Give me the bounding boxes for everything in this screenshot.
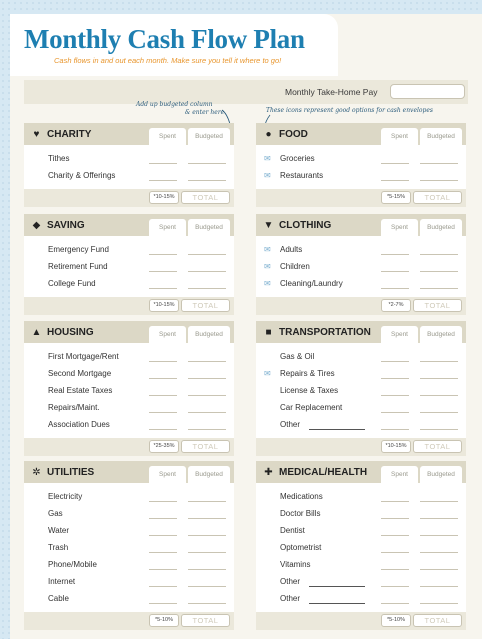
envelope-icon: ✉ [264, 171, 271, 180]
category-title: TRANSPORTATION [279, 327, 371, 338]
line-item-label: Cleaning/Laundry [280, 279, 343, 288]
line-item-label: Other [280, 577, 301, 586]
spent-entry-line[interactable] [381, 603, 409, 604]
line-item-label: Adults [280, 245, 303, 254]
line-item-label: Emergency Fund [48, 245, 109, 254]
line-item-label: Trash [48, 543, 69, 552]
line-item-label: College Fund [48, 279, 96, 288]
category-title: SAVING [47, 220, 85, 231]
spent-entry-line[interactable] [149, 271, 177, 272]
envelope-icon: ✉ [264, 154, 271, 163]
spent-column-header: Spent [381, 128, 418, 145]
budgeted-entry-line[interactable] [188, 288, 226, 289]
line-item [256, 242, 466, 259]
line-item [24, 383, 234, 400]
budgeted-column-header: Budgeted [420, 466, 462, 483]
line-item-label: Medications [280, 492, 323, 501]
other-write-in-line[interactable] [309, 429, 365, 430]
spent-entry-line[interactable] [149, 361, 177, 362]
category-title: MEDICAL/HEALTH [279, 467, 368, 478]
line-item-label: Retirement Fund [48, 262, 108, 271]
line-item-label: Electricity [48, 492, 83, 501]
category-title: HOUSING [47, 327, 94, 338]
category-footer [256, 297, 466, 315]
spent-entry-line[interactable] [149, 395, 177, 396]
spent-entry-line[interactable] [381, 180, 409, 181]
spent-entry-line[interactable] [381, 535, 409, 536]
line-item [24, 366, 234, 383]
line-item-label: Charity & Offerings [48, 171, 116, 180]
recommended-percent-badge: *2-7% [381, 299, 411, 312]
line-item [24, 523, 234, 540]
category-utilities [24, 461, 234, 630]
budgeted-entry-line[interactable] [420, 518, 458, 519]
line-item-label: Second Mortgage [48, 369, 112, 378]
spent-entry-line[interactable] [381, 395, 409, 396]
line-item [256, 574, 466, 591]
category-transportation [256, 321, 466, 456]
page-subtitle: Cash flows in and out each month. Make sure you tell it where to go! [54, 56, 282, 65]
category-footer [24, 189, 234, 207]
category-food [256, 123, 466, 207]
line-item-label: Groceries [280, 154, 315, 163]
category-rows [24, 483, 234, 612]
spent-entry-line[interactable] [381, 412, 409, 413]
line-item-label: Repairs & Tires [280, 369, 335, 378]
heart-icon: ♥ [33, 129, 40, 140]
lightbulb-icon: ✲ [32, 467, 41, 478]
budgeted-entry-line[interactable] [188, 378, 226, 379]
budgeted-entry-line[interactable] [188, 569, 226, 570]
line-item-label: Other [280, 594, 301, 603]
budgeted-entry-line[interactable] [188, 518, 226, 519]
recommended-percent-badge: *5-15% [381, 191, 411, 204]
line-item [24, 489, 234, 506]
category-footer [256, 612, 466, 630]
spent-entry-line[interactable] [149, 552, 177, 553]
budgeted-entry-line[interactable] [420, 552, 458, 553]
line-item [24, 168, 234, 185]
line-item-label: Dentist [280, 526, 305, 535]
envelope-icons-note: These icons represent good options for cash envelopes [266, 107, 434, 114]
budgeted-entry-line[interactable] [188, 603, 226, 604]
line-item-label: Optometrist [280, 543, 322, 552]
category-footer [256, 189, 466, 207]
recommended-percent-badge: *25-35% [149, 440, 179, 453]
line-item [24, 557, 234, 574]
line-item-label: Repairs/Maint. [48, 403, 100, 412]
line-item [256, 557, 466, 574]
spent-entry-line[interactable] [381, 552, 409, 553]
budgeted-entry-line[interactable] [420, 586, 458, 587]
spent-entry-line[interactable] [381, 569, 409, 570]
category-total-field[interactable]: TOTAL [181, 614, 230, 627]
budgeted-entry-line[interactable] [420, 361, 458, 362]
line-item-label: Internet [48, 577, 76, 586]
spent-column-header: Spent [149, 466, 186, 483]
category-clothing [256, 214, 466, 315]
spent-entry-line[interactable] [381, 378, 409, 379]
spent-entry-line[interactable] [381, 518, 409, 519]
spent-column-header: Spent [381, 326, 418, 343]
line-item [256, 400, 466, 417]
category-rows [24, 145, 234, 189]
spent-column-header: Spent [149, 219, 186, 236]
budgeted-entry-line[interactable] [420, 271, 458, 272]
recommended-percent-badge: *10-15% [381, 440, 411, 453]
spent-entry-line[interactable] [381, 288, 409, 289]
line-item-label: First Mortgage/Rent [48, 352, 119, 361]
line-item [24, 417, 234, 434]
spent-entry-line[interactable] [149, 518, 177, 519]
budgeted-column-header: Budgeted [420, 219, 462, 236]
category-charity [24, 123, 234, 207]
category-total-field[interactable]: TOTAL [413, 191, 462, 204]
budgeted-entry-line[interactable] [188, 361, 226, 362]
spent-entry-line[interactable] [381, 163, 409, 164]
spent-entry-line[interactable] [149, 569, 177, 570]
budgeted-entry-line[interactable] [188, 552, 226, 553]
other-write-in-line[interactable] [309, 603, 365, 604]
line-item [256, 591, 466, 608]
line-item [256, 506, 466, 523]
category-footer [24, 438, 234, 456]
line-item-label: Water [48, 526, 70, 535]
envelope-icon: ✉ [264, 262, 271, 271]
line-item-label: Restaurants [280, 171, 324, 180]
budgeted-entry-line[interactable] [188, 586, 226, 587]
budgeted-entry-line[interactable] [420, 254, 458, 255]
line-item [256, 151, 466, 168]
other-write-in-line[interactable] [309, 586, 365, 587]
line-item-label: License & Taxes [280, 386, 339, 395]
category-rows [24, 343, 234, 438]
line-item-label: Association Dues [48, 420, 110, 429]
apple-icon: ● [265, 129, 272, 140]
spent-entry-line[interactable] [149, 163, 177, 164]
spent-entry-line[interactable] [381, 361, 409, 362]
budgeted-entry-line[interactable] [420, 180, 458, 181]
budgeted-entry-line[interactable] [188, 271, 226, 272]
spent-column-header: Spent [381, 219, 418, 236]
line-item [24, 151, 234, 168]
category-rows [24, 236, 234, 297]
category-total-field[interactable]: TOTAL [413, 299, 462, 312]
budgeted-column-note-2: & enter here [185, 109, 225, 116]
budgeted-entry-line[interactable] [188, 254, 226, 255]
line-item [24, 276, 234, 293]
category-total-field[interactable]: TOTAL [181, 191, 230, 204]
piggy-bank-icon: ◆ [32, 220, 41, 231]
spent-column-header: Spent [149, 326, 186, 343]
line-item [24, 349, 234, 366]
line-item [256, 523, 466, 540]
spent-entry-line[interactable] [149, 180, 177, 181]
budgeted-entry-line[interactable] [420, 412, 458, 413]
recommended-percent-badge: *5-10% [381, 614, 411, 627]
spent-entry-line[interactable] [149, 254, 177, 255]
line-item-label: Gas & Oil [280, 352, 315, 361]
line-item [24, 259, 234, 276]
line-item [24, 574, 234, 591]
category-housing [24, 321, 234, 456]
line-item [256, 276, 466, 293]
budgeted-column-header: Budgeted [420, 128, 462, 145]
line-item [24, 506, 234, 523]
recommended-percent-badge: *10-15% [149, 299, 179, 312]
category-footer [24, 612, 234, 630]
category-footer [256, 438, 466, 456]
category-rows [256, 483, 466, 612]
shirt-icon: ▼ [263, 220, 274, 231]
spent-entry-line[interactable] [381, 254, 409, 255]
category-footer [24, 297, 234, 315]
line-item-label: Other [280, 420, 301, 429]
category-rows [256, 145, 466, 189]
spent-entry-line[interactable] [149, 412, 177, 413]
category-title: CLOTHING [279, 220, 332, 231]
line-item [24, 540, 234, 557]
budgeted-entry-line[interactable] [188, 412, 226, 413]
spent-entry-line[interactable] [149, 378, 177, 379]
line-item [256, 349, 466, 366]
line-item [256, 383, 466, 400]
envelope-icon: ✉ [264, 279, 271, 288]
category-saving [24, 214, 234, 315]
category-title: FOOD [279, 129, 308, 140]
category-total-field[interactable]: TOTAL [181, 440, 230, 453]
budgeted-entry-line[interactable] [420, 378, 458, 379]
spent-entry-line[interactable] [149, 603, 177, 604]
recommended-percent-badge: *10-15% [149, 191, 179, 204]
budgeted-entry-line[interactable] [420, 288, 458, 289]
budgeted-entry-line[interactable] [420, 501, 458, 502]
budgeted-entry-line[interactable] [420, 569, 458, 570]
category-title: CHARITY [47, 129, 92, 140]
budgeted-entry-line[interactable] [188, 395, 226, 396]
line-item [24, 242, 234, 259]
spent-entry-line[interactable] [149, 501, 177, 502]
budgeted-column-header: Budgeted [188, 219, 230, 236]
budgeted-column-header: Budgeted [188, 326, 230, 343]
spent-entry-line[interactable] [149, 429, 177, 430]
budgeted-column-header: Budgeted [188, 128, 230, 145]
spent-entry-line[interactable] [381, 271, 409, 272]
line-item-label: Gas [48, 509, 63, 518]
budgeted-entry-line[interactable] [188, 535, 226, 536]
category-medical [256, 461, 466, 630]
car-icon: ■ [265, 327, 272, 338]
line-item-label: Children [280, 262, 310, 271]
recommended-percent-badge: *5-10% [149, 614, 179, 627]
budgeted-entry-line[interactable] [420, 535, 458, 536]
budgeted-column-note: Add up budgeted column [136, 101, 213, 108]
category-title: UTILITIES [47, 467, 95, 478]
category-rows [256, 343, 466, 438]
budgeted-column-header: Budgeted [420, 326, 462, 343]
category-total-field[interactable]: TOTAL [413, 614, 462, 627]
line-item [256, 259, 466, 276]
spent-column-header: Spent [381, 466, 418, 483]
line-item [256, 489, 466, 506]
budgeted-entry-line[interactable] [188, 501, 226, 502]
stethoscope-icon: ✚ [264, 467, 273, 478]
budgeted-entry-line[interactable] [188, 180, 226, 181]
line-item-label: Phone/Mobile [48, 560, 97, 569]
spent-column-header: Spent [149, 128, 186, 145]
spent-entry-line[interactable] [381, 429, 409, 430]
take-home-label: Monthly Take-Home Pay [285, 87, 378, 97]
line-item-label: Doctor Bills [280, 509, 321, 518]
line-item [256, 366, 466, 383]
line-item [256, 168, 466, 185]
spent-entry-line[interactable] [149, 535, 177, 536]
budgeted-entry-line[interactable] [420, 603, 458, 604]
line-item [24, 400, 234, 417]
category-total-field[interactable]: TOTAL [181, 299, 230, 312]
spent-entry-line[interactable] [381, 586, 409, 587]
house-icon: ▲ [31, 327, 42, 338]
budgeted-entry-line[interactable] [420, 163, 458, 164]
budgeted-entry-line[interactable] [188, 163, 226, 164]
page-title: Monthly Cash Flow Plan [24, 24, 305, 54]
line-item-label: Car Replacement [280, 403, 343, 412]
line-item [256, 540, 466, 557]
budgeted-column-header: Budgeted [188, 466, 230, 483]
line-item-label: Cable [48, 594, 69, 603]
budgeted-entry-line[interactable] [188, 429, 226, 430]
spent-entry-line[interactable] [149, 586, 177, 587]
line-item [24, 591, 234, 608]
envelope-icon: ✉ [264, 245, 271, 254]
spent-entry-line[interactable] [381, 501, 409, 502]
line-item [256, 417, 466, 434]
budgeted-entry-line[interactable] [420, 429, 458, 430]
budgeted-entry-line[interactable] [420, 395, 458, 396]
category-total-field[interactable]: TOTAL [413, 440, 462, 453]
spent-entry-line[interactable] [149, 288, 177, 289]
line-item-label: Real Estate Taxes [48, 386, 113, 395]
category-rows [256, 236, 466, 297]
line-item-label: Vitamins [280, 560, 311, 569]
line-item-label: Tithes [48, 154, 70, 163]
envelope-icon: ✉ [264, 369, 271, 378]
